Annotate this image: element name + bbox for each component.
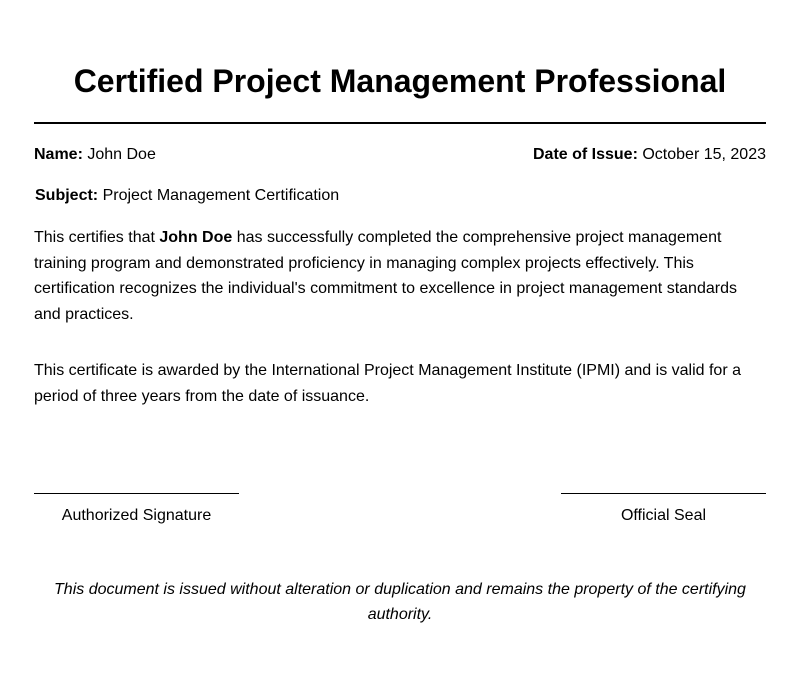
footer-note: This document is issued without alteration or duplication and remains the property of the certifying authority.	[54, 581, 746, 623]
name-value: John Doe	[87, 146, 156, 163]
subject-value: Project Management Certification	[102, 187, 340, 204]
date-label: Date of Issue:	[532, 146, 638, 163]
subject-label: Subject:	[35, 187, 99, 204]
certification-paragraph	[34, 225, 754, 328]
date-value: October 15, 2023	[642, 146, 766, 163]
seal-line	[561, 493, 766, 494]
title-divider	[34, 122, 766, 124]
validity-paragraph: This certificate is awarded by the International Project Management Institute (IPMI) and is valid for a period of three years from the date of issuance.	[34, 362, 741, 405]
date-field	[533, 145, 766, 164]
signature-line	[34, 493, 239, 494]
meta-row	[34, 145, 766, 164]
certificate-title: Certified Project Management Professional	[73, 63, 727, 99]
certificate-page	[34, 0, 766, 677]
para1-recipient-name: John Doe	[159, 229, 233, 246]
para1-intro: This certifies that	[34, 229, 160, 246]
name-label: Name:	[34, 146, 83, 163]
signature-label: Authorized Signature	[61, 507, 212, 524]
para1-body: has successfully completed the comprehensive project management training program and demonstrated proficiency in managing complex projects effectively. This certification recognizes the individual's commitment to excellence in project management standards and practices.	[34, 229, 737, 324]
seal-label: Official Seal	[620, 507, 707, 524]
subject-field	[35, 186, 339, 205]
name-field	[34, 145, 156, 164]
